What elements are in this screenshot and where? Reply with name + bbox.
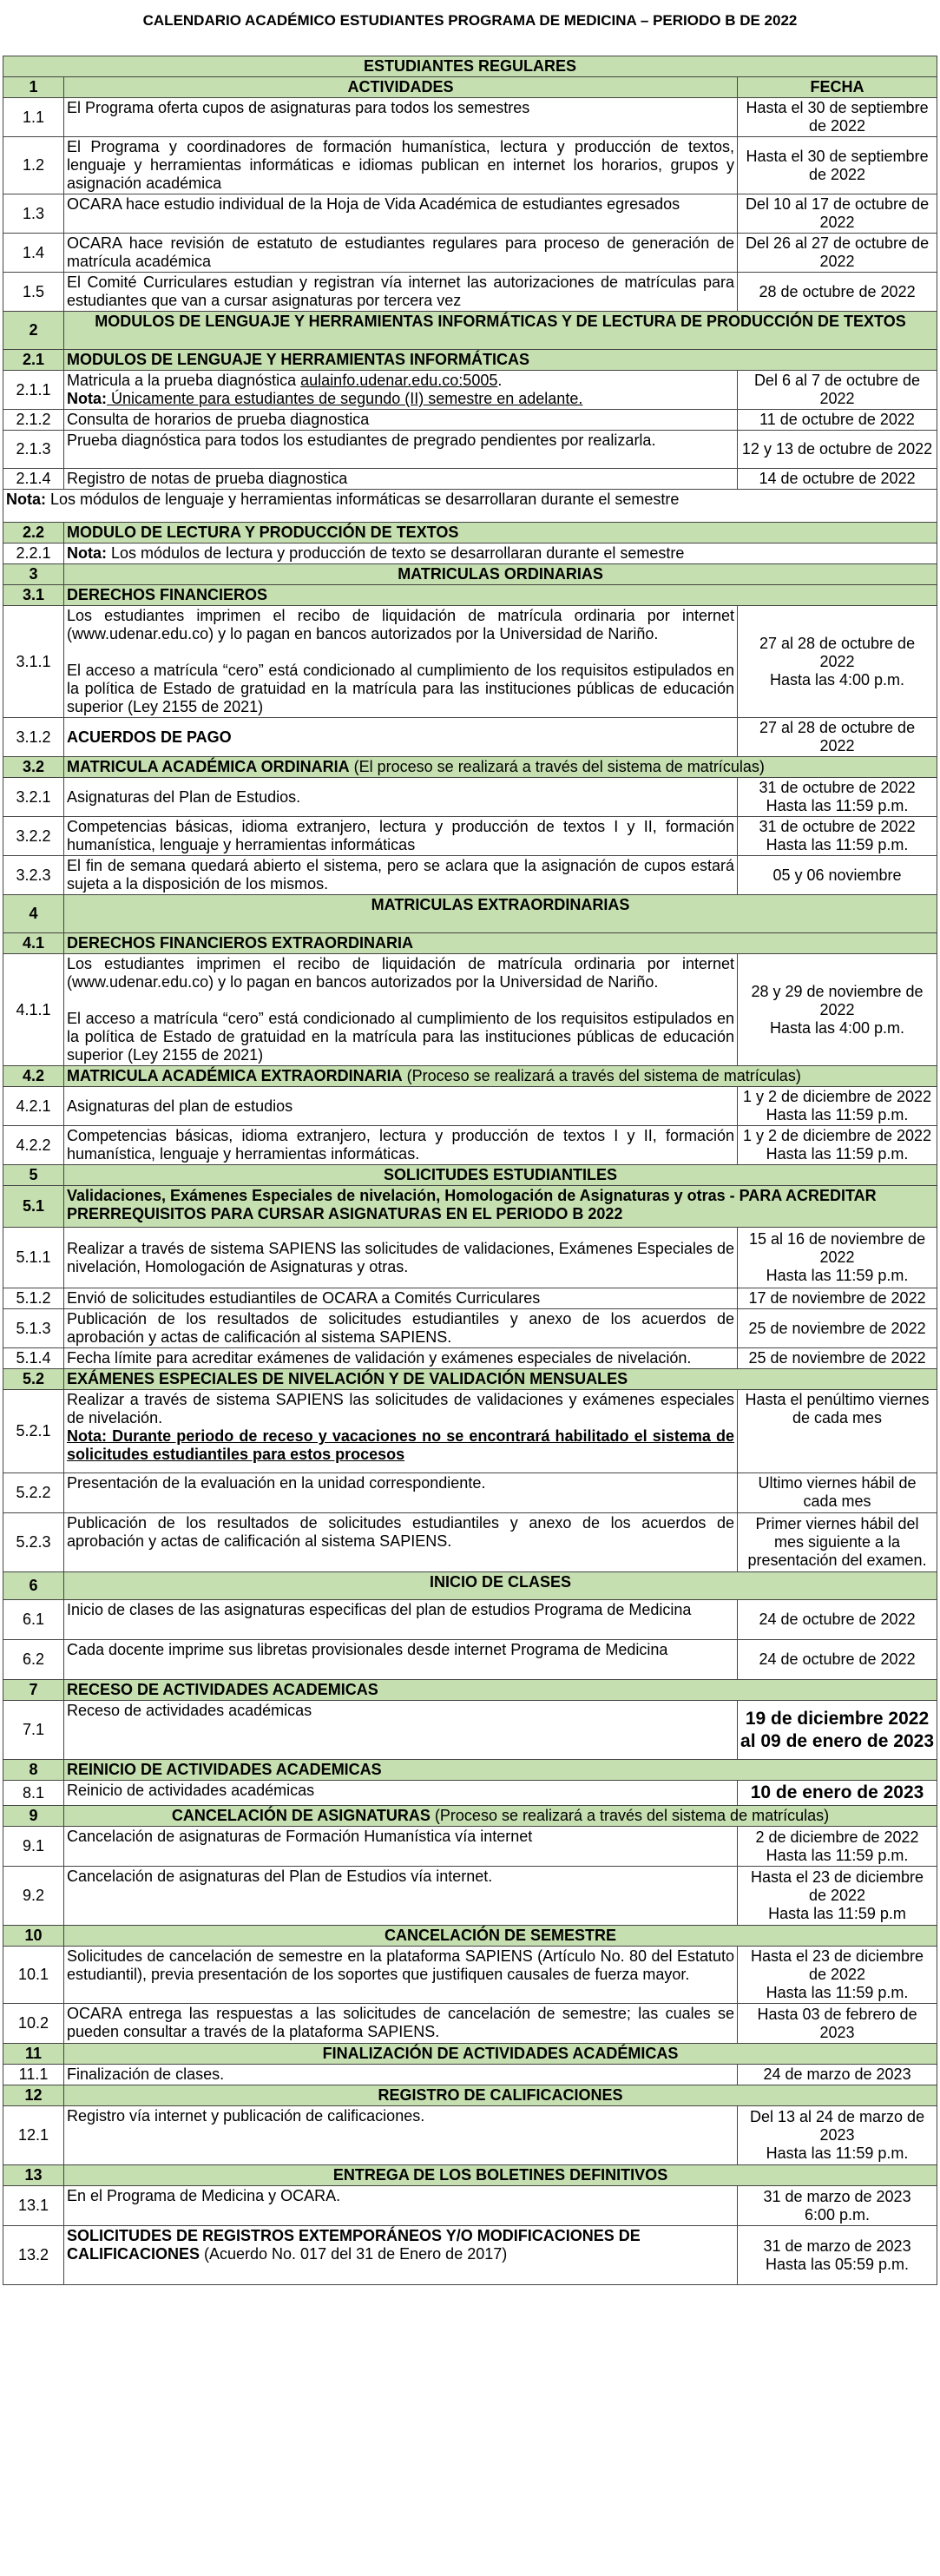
text-fragment: 31 de marzo de 2023 <box>763 2237 911 2255</box>
table-row <box>3 1640 937 1680</box>
subsection-header <box>3 1186 937 1228</box>
item-description: REGISTRO DE CALIFICACIONES <box>64 2085 937 2106</box>
item-description: Consulta de horarios de prueba diagnostica <box>64 410 738 431</box>
item-description: Reinicio de actividades académicas <box>64 1781 738 1806</box>
item-description <box>3 490 937 523</box>
item-description: Solicitudes de cancelación de semestre en la plataforma SAPIENS (Artículo No. 80 del Estatuto estudiantil), previa presentación de los soportes que justifiquen causales de fuerza mayor. <box>64 1947 738 2004</box>
item-number: 10.1 <box>3 1947 64 2004</box>
text-fragment: (Acuerdo No. 017 del 31 de Enero de 2017) <box>200 2245 508 2263</box>
item-date: Hasta el 30 de septiembre de 2022 <box>738 137 937 194</box>
section-header <box>3 1680 937 1701</box>
table-row <box>3 606 937 718</box>
item-description: Prueba diagnóstica para todos los estudiantes de pregrado pendientes por realizarla. <box>64 431 738 469</box>
item-date: 27 al 28 de octubre de 2022 <box>738 718 937 757</box>
text-fragment: Los módulos de lenguaje y herramientas informáticas se desarrollaran durante el semestre <box>46 491 680 508</box>
item-description: DERECHOS FINANCIEROS EXTRAORDINARIA <box>64 933 937 954</box>
item-date: Del 26 al 27 de octubre de 2022 <box>738 234 937 273</box>
table-row <box>3 469 937 490</box>
item-date: 14 de octubre de 2022 <box>738 469 937 490</box>
table-row <box>3 273 937 312</box>
section-header <box>3 564 937 585</box>
item-date <box>738 606 937 718</box>
item-description <box>64 1806 937 1827</box>
item-description: El Programa oferta cupos de asignaturas para todos los semestres <box>64 98 738 137</box>
text-fragment: . <box>497 372 503 389</box>
item-description: EXÁMENES ESPECIALES DE NIVELACIÓN Y DE VALIDACIÓN MENSUALES <box>64 1369 937 1390</box>
item-number: 4.2.1 <box>3 1087 64 1126</box>
item-date: 28 de octubre de 2022 <box>738 273 937 312</box>
item-description: DERECHOS FINANCIEROS <box>64 585 937 606</box>
item-description: SOLICITUDES ESTUDIANTILES <box>64 1165 937 1186</box>
text-fragment: 27 al 28 de octubre de 2022 <box>759 634 916 670</box>
table-row <box>3 856 937 895</box>
item-date <box>738 1947 937 2004</box>
item-number: 4.2 <box>3 1066 64 1087</box>
item-description: El Comité Curriculares estudian y registran vía internet las autorizaciones de matrículas para estudiantes que van a cursar asignaturas por tercera vez <box>64 273 738 312</box>
item-date: 25 de noviembre de 2022 <box>738 1348 937 1369</box>
item-number: 5.1 <box>3 1186 64 1228</box>
table-row <box>3 1390 937 1473</box>
text-fragment: Nota: Durante periodo de receso y vacaciones no se encontrará habilitado el sistema de solicitudes estudiantiles para estos procesos <box>67 1427 734 1463</box>
text-fragment: Nota: <box>67 544 107 562</box>
item-date: 24 de marzo de 2023 <box>738 2065 937 2085</box>
text-fragment: SOLICITUDES DE REGISTROS EXTEMPORÁNEOS Y/O MODIFICACIONES DE CALIFICACIONES <box>67 2227 641 2263</box>
table-row <box>3 410 937 431</box>
item-date: Hasta 03 de febrero de 2023 <box>738 2004 937 2044</box>
text-fragment: Hasta el 23 de diciembre de 2022 <box>750 1947 924 1983</box>
table-row <box>3 1867 937 1926</box>
text-fragment: Hasta las 11:59 p.m. <box>766 1145 909 1163</box>
item-description <box>64 1066 937 1087</box>
section-header <box>3 56 937 77</box>
table-row <box>3 1087 937 1126</box>
item-number: 3.1.1 <box>3 606 64 718</box>
item-number: 8.1 <box>3 1781 64 1806</box>
item-date: Del 6 al 7 de octubre de 2022 <box>738 371 937 410</box>
item-number: 3.2.1 <box>3 778 64 817</box>
section-header <box>3 2165 937 2186</box>
subsection-header <box>3 757 937 778</box>
item-description: Validaciones, Exámenes Especiales de nivelación, Homologación de Asignaturas y otras - PARA ACREDITAR PRERREQUISITOS PARA CURSAR ASIGNATURAS EN EL PERIODO B 2022 <box>64 1186 937 1228</box>
item-number: 5.1.1 <box>3 1228 64 1288</box>
table-row <box>3 2186 937 2226</box>
table-row <box>3 778 937 817</box>
table-row <box>3 1288 937 1309</box>
item-number: 4.1.1 <box>3 954 64 1066</box>
calendar-table <box>3 56 937 2285</box>
text-fragment: MATRICULA ACADÉMICA ORDINARIA <box>67 758 350 775</box>
table-row <box>3 718 937 757</box>
text-fragment: Hasta las 4:00 p.m. <box>769 1018 905 1037</box>
text-fragment: Matricula a la prueba diagnóstica <box>67 372 301 389</box>
text-fragment: Realizar a través de sistema SAPIENS las solicitudes de validaciones y exámenes especiales de nivelación. <box>67 1391 734 1426</box>
item-description: ACUERDOS DE PAGO <box>64 718 738 757</box>
section-header <box>3 312 937 350</box>
text-fragment: 31 de marzo de 2023 <box>763 2187 911 2205</box>
section-header <box>3 1760 937 1781</box>
diagnostic-link[interactable]: aulainfo.udenar.edu.co:5005 <box>300 372 498 389</box>
item-date <box>738 1087 937 1126</box>
item-number: 13.2 <box>3 2226 64 2285</box>
subsection-header <box>3 350 937 371</box>
text-fragment: Únicamente para estudiantes de segundo (II) semestre en adelante. <box>107 390 583 407</box>
item-number: 7.1 <box>3 1701 64 1760</box>
item-description: Presentación de la evaluación en la unidad correspondiente. <box>64 1473 738 1513</box>
table-row <box>3 1309 937 1348</box>
item-number: 3.1.2 <box>3 718 64 757</box>
item-number: 2 <box>3 312 64 350</box>
text-fragment: Los módulos de lectura y producción de texto se desarrollaran durante el semestre <box>107 544 685 562</box>
table-row <box>3 194 937 234</box>
item-number: 5.1.4 <box>3 1348 64 1369</box>
table-row <box>3 1473 937 1513</box>
item-date: Hasta el 30 de septiembre de 2022 <box>738 98 937 137</box>
text-fragment: Del 13 al 24 de marzo de 2023 <box>749 2108 925 2144</box>
item-description: MODULO DE LECTURA Y PRODUCCIÓN DE TEXTOS <box>64 523 937 544</box>
item-number: 5.1.2 <box>3 1288 64 1309</box>
item-number: 8 <box>3 1760 64 1781</box>
item-description: Cada docente imprime sus libretas provisionales desde internet Programa de Medicina <box>64 1640 738 1680</box>
item-number: 5.2.1 <box>3 1390 64 1473</box>
item-description: Receso de actividades académicas <box>64 1701 738 1760</box>
table-row <box>3 1781 937 1806</box>
item-number: 1.4 <box>3 234 64 273</box>
item-date: Ultimo viernes hábil de cada mes <box>738 1473 937 1513</box>
item-date <box>738 2226 937 2285</box>
item-description <box>64 757 937 778</box>
table-row <box>3 1126 937 1165</box>
table-row <box>3 2106 937 2165</box>
item-number: 1.2 <box>3 137 64 194</box>
date-header: FECHA <box>738 77 937 98</box>
item-date: 05 y 06 noviembre <box>738 856 937 895</box>
item-description: OCARA entrega las respuestas a las solicitudes de cancelación de semestre; las cuales se pueden consultar a través de la plataforma SAPIENS. <box>64 2004 738 2044</box>
item-description: El Programa y coordinadores de formación humanística, lectura y producción de textos, lenguaje y herramientas informáticas e idiomas publican en internet los horarios, grupos y asignación académica <box>64 137 738 194</box>
item-description: Cancelación de asignaturas de Formación Humanística vía internet <box>64 1827 738 1867</box>
table-row <box>3 1228 937 1288</box>
text-fragment: 15 al 16 de noviembre de 2022 <box>748 1230 926 1266</box>
text-fragment: CANCELACIÓN DE ASIGNATURAS <box>171 1807 431 1824</box>
item-number: 6.1 <box>3 1600 64 1640</box>
item-description: RECESO DE ACTIVIDADES ACADEMICAS <box>64 1680 937 1701</box>
item-description: OCARA hace revisión de estatuto de estudiantes regulares para proceso de generación de matrícula académica <box>64 234 738 273</box>
subsection-header <box>3 1066 937 1087</box>
item-number: 13 <box>3 2165 64 2186</box>
item-description: Inicio de clases de las asignaturas especificas del plan de estudios Programa de Medicina <box>64 1600 738 1640</box>
table-row <box>3 817 937 856</box>
item-date: 17 de noviembre de 2022 <box>738 1288 937 1309</box>
text-fragment: Hasta las 11:59 p.m. <box>766 797 909 814</box>
item-description: Fecha límite para acreditar exámenes de validación y exámenes especiales de nivelación. <box>64 1348 738 1369</box>
item-date: 11 de octubre de 2022 <box>738 410 937 431</box>
text-fragment: 31 de octubre de 2022 <box>759 779 916 796</box>
text-fragment: Hasta las 05:59 p.m. <box>765 2255 910 2273</box>
text-fragment: 1 y 2 de diciembre de 2022 <box>742 1088 932 1105</box>
item-description: MATRICULAS ORDINARIAS <box>64 564 937 585</box>
item-description: OCARA hace estudio individual de la Hoja de Vida Académica de estudiantes egresados <box>64 194 738 234</box>
table-row <box>3 1701 937 1760</box>
item-date: Primer viernes hábil del mes siguiente a la presentación del examen. <box>738 1513 937 1572</box>
table-row <box>3 371 937 410</box>
table-row <box>3 2226 937 2285</box>
table-row <box>3 431 937 469</box>
text-fragment: 6:00 p.m. <box>804 2205 871 2224</box>
text-fragment: MATRICULA ACADÉMICA EXTRAORDINARIA <box>67 1067 403 1084</box>
section-header <box>3 1926 937 1947</box>
item-number: 2.1.3 <box>3 431 64 469</box>
item-number: 4.2.2 <box>3 1126 64 1165</box>
item-number: 5.2.3 <box>3 1513 64 1572</box>
item-description: Registro de notas de prueba diagnostica <box>64 469 738 490</box>
item-description <box>64 2226 738 2285</box>
item-date: 24 de octubre de 2022 <box>738 1600 937 1640</box>
text-fragment: 31 de octubre de 2022 <box>759 818 916 835</box>
item-description: Publicación de los resultados de solicitudes estudiantiles y anexo de los acuerdos de aprobación y actas de calificación al sistema SAPIENS. <box>64 1513 738 1572</box>
table-row <box>3 2065 937 2085</box>
item-description: En el Programa de Medicina y OCARA. <box>64 2186 738 2226</box>
item-description: Finalización de clases. <box>64 2065 738 2085</box>
item-description: Asignaturas del Plan de Estudios. <box>64 778 738 817</box>
table-row <box>3 1600 937 1640</box>
item-number: 3 <box>3 564 64 585</box>
item-number: 10.2 <box>3 2004 64 2044</box>
item-number: 2.1.2 <box>3 410 64 431</box>
subsection-header <box>3 585 937 606</box>
text-fragment: (Proceso se realizará a través del sistema de matrículas) <box>402 1067 801 1084</box>
table-row <box>3 1513 937 1572</box>
item-description: ENTREGA DE LOS BOLETINES DEFINITIVOS <box>64 2165 937 2186</box>
item-description <box>64 544 937 564</box>
text-fragment: Nota: <box>67 390 107 407</box>
item-date: 10 de enero de 2023 <box>738 1781 937 1806</box>
table-row <box>3 2004 937 2044</box>
item-description <box>64 606 738 718</box>
item-number: 11.1 <box>3 2065 64 2085</box>
item-date <box>738 1867 937 1926</box>
item-number: 3.2 <box>3 757 64 778</box>
text-fragment: Hasta las 11:59 p.m. <box>766 2144 909 2162</box>
text-fragment: Hasta las 4:00 p.m. <box>769 670 905 688</box>
item-number: 6 <box>3 1572 64 1600</box>
text-fragment: Hasta las 11:59 p.m. <box>766 1984 909 2001</box>
item-description <box>64 954 738 1066</box>
item-date <box>738 2106 937 2165</box>
text-fragment: Hasta las 11:59 p.m. <box>766 1267 909 1284</box>
item-description: Asignaturas del plan de estudios <box>64 1087 738 1126</box>
section-header <box>3 2085 937 2106</box>
item-number: 2.1.4 <box>3 469 64 490</box>
text-fragment: Hasta las 11:59 p.m <box>768 1905 906 1922</box>
item-number: 13.1 <box>3 2186 64 2226</box>
item-description: FINALIZACIÓN DE ACTIVIDADES ACADÉMICAS <box>64 2044 937 2065</box>
item-description: Cancelación de asignaturas del Plan de Estudios vía internet. <box>64 1867 738 1926</box>
item-description <box>64 371 738 410</box>
item-number: 3.2.2 <box>3 817 64 856</box>
item-number: 7 <box>3 1680 64 1701</box>
item-number: 3.1 <box>3 585 64 606</box>
table-row <box>3 1348 937 1369</box>
text-fragment: (Proceso se realizará a través del sistema de matrículas) <box>430 1807 830 1824</box>
item-date: Hasta el penúltimo viernes de cada mes <box>738 1390 937 1473</box>
table-row <box>3 1947 937 2004</box>
item-description: MODULOS DE LENGUAJE Y HERRAMIENTAS INFORMÁTICAS Y DE LECTURA DE PRODUCCIÓN DE TEXTOS <box>64 312 937 350</box>
table-row <box>3 1827 937 1867</box>
item-number: 9.2 <box>3 1867 64 1926</box>
item-number: 12 <box>3 2085 64 2106</box>
item-description: MODULOS DE LENGUAJE Y HERRAMIENTAS INFORMÁTICAS <box>64 350 937 371</box>
table-row <box>3 544 937 564</box>
item-number: 9 <box>3 1806 64 1827</box>
item-date: 24 de octubre de 2022 <box>738 1640 937 1680</box>
item-description: INICIO DE CLASES <box>64 1572 937 1600</box>
subsection-header <box>3 523 937 544</box>
text-fragment: Los estudiantes imprimen el recibo de liquidación de matrícula ordinaria por internet (www.udenar.edu.co) y lo pagan en bancos autorizados por la Universidad de Nariño. <box>67 607 734 642</box>
item-number: 5.1.3 <box>3 1309 64 1348</box>
item-description: Realizar a través de sistema SAPIENS las solicitudes de validaciones, Exámenes Especiales de nivelación, Homologación de Asignaturas y otras. <box>64 1228 738 1288</box>
item-number: 5.2.2 <box>3 1473 64 1513</box>
item-number: 1.3 <box>3 194 64 234</box>
text-fragment: 28 y 29 de noviembre de 2022 <box>751 982 924 1018</box>
item-date <box>738 1126 937 1165</box>
item-date <box>738 1228 937 1288</box>
item-date <box>738 954 937 1066</box>
text-fragment: Hasta las 11:59 p.m. <box>766 836 909 853</box>
item-date <box>738 2186 937 2226</box>
table-row <box>3 954 937 1066</box>
item-number: 4 <box>3 895 64 933</box>
item-number: 1.5 <box>3 273 64 312</box>
column-header-row <box>3 77 937 98</box>
note-row <box>3 490 937 523</box>
text-fragment: Hasta el 23 de diciembre de 2022 <box>750 1868 924 1904</box>
text-fragment: El acceso a matrícula “cero” está condicionado al cumplimiento de los requisitos estipulados en la política de Estado de gratuidad en la matrícula para las instituciones públicas de educación superior (Ley 2155 de 2021) <box>67 1010 734 1064</box>
text-fragment: El acceso a matrícula “cero” está condicionado al cumplimiento de los requisitos estipulados en la política de Estado de gratuidad en la matrícula para las instituciones públicas de educación superior (Ley 2155 de 2021) <box>67 662 734 715</box>
section-header <box>3 2044 937 2065</box>
item-description: Publicación de los resultados de solicitudes estudiantiles y anexo de los acuerdos de aprobación y actas de calificación al sistema SAPIENS. <box>64 1309 738 1348</box>
item-number: 9.1 <box>3 1827 64 1867</box>
item-number: 10 <box>3 1926 64 1947</box>
item-description: CANCELACIÓN DE SEMESTRE <box>64 1926 937 1947</box>
item-date: 12 y 13 de octubre de 2022 <box>738 431 937 469</box>
item-description: Competencias básicas, idioma extranjero, lectura y producción de textos I y II, formación humanística, lenguaje y herramientas informáticas <box>64 817 738 856</box>
section-header <box>3 1165 937 1186</box>
section-header <box>3 1572 937 1600</box>
page-title: CALENDARIO ACADÉMICO ESTUDIANTES PROGRAMA DE MEDICINA – PERIODO B DE 2022 <box>142 12 798 29</box>
item-description <box>64 1390 738 1473</box>
item-number: 4.1 <box>3 933 64 954</box>
item-description: Competencias básicas, idioma extranjero, lectura y producción de textos I y II, formación humanística, lenguaje y herramientas informáticas. <box>64 1126 738 1165</box>
activities-header: ACTIVIDADES <box>64 77 738 98</box>
subsection-header <box>3 1369 937 1390</box>
table-row <box>3 137 937 194</box>
section-header <box>3 1806 937 1827</box>
section-number: 1 <box>3 77 64 98</box>
section-header <box>3 895 937 933</box>
text-fragment: (El proceso se realizará a través del sistema de matrículas) <box>349 758 765 775</box>
text-fragment: 2 de diciembre de 2022 <box>755 1828 919 1846</box>
item-date <box>738 778 937 817</box>
group-title: ESTUDIANTES REGULARES <box>3 56 937 77</box>
item-description: El fin de semana quedará abierto el sistema, pero se aclara que la asignación de cupos estará sujeta a la disposición de los mismos. <box>64 856 738 895</box>
item-number: 2.1.1 <box>3 371 64 410</box>
item-number: 2.2.1 <box>3 544 64 564</box>
item-number: 3.2.3 <box>3 856 64 895</box>
item-description: REINICIO DE ACTIVIDADES ACADEMICAS <box>64 1760 937 1781</box>
text-fragment: Hasta las 11:59 p.m. <box>766 1846 909 1864</box>
text-fragment: Nota: <box>6 491 46 508</box>
item-number: 6.2 <box>3 1640 64 1680</box>
item-number: 2.2 <box>3 523 64 544</box>
item-description: Registro vía internet y publicación de calificaciones. <box>64 2106 738 2165</box>
item-number: 5 <box>3 1165 64 1186</box>
item-description: Envió de solicitudes estudiantiles de OCARA a Comités Curriculares <box>64 1288 738 1309</box>
table-row <box>3 98 937 137</box>
item-number: 5.2 <box>3 1369 64 1390</box>
item-date: 25 de noviembre de 2022 <box>738 1309 937 1348</box>
text-fragment: 1 y 2 de diciembre de 2022 <box>742 1127 932 1144</box>
item-description: MATRICULAS EXTRAORDINARIAS <box>64 895 937 933</box>
item-number: 1.1 <box>3 98 64 137</box>
item-number: 2.1 <box>3 350 64 371</box>
item-date <box>738 817 937 856</box>
subsection-header <box>3 933 937 954</box>
item-date: Del 10 al 17 de octubre de 2022 <box>738 194 937 234</box>
item-number: 12.1 <box>3 2106 64 2165</box>
text-fragment: Hasta las 11:59 p.m. <box>766 1106 909 1123</box>
item-number: 11 <box>3 2044 64 2065</box>
table-row <box>3 234 937 273</box>
item-date: 19 de diciembre 2022 al 09 de enero de 2023 <box>738 1701 937 1760</box>
item-date <box>738 1827 937 1867</box>
text-fragment: Los estudiantes imprimen el recibo de liquidación de matrícula ordinaria por internet (www.udenar.edu.co) y lo pagan en bancos autorizados por la Universidad de Nariño. <box>67 955 734 991</box>
